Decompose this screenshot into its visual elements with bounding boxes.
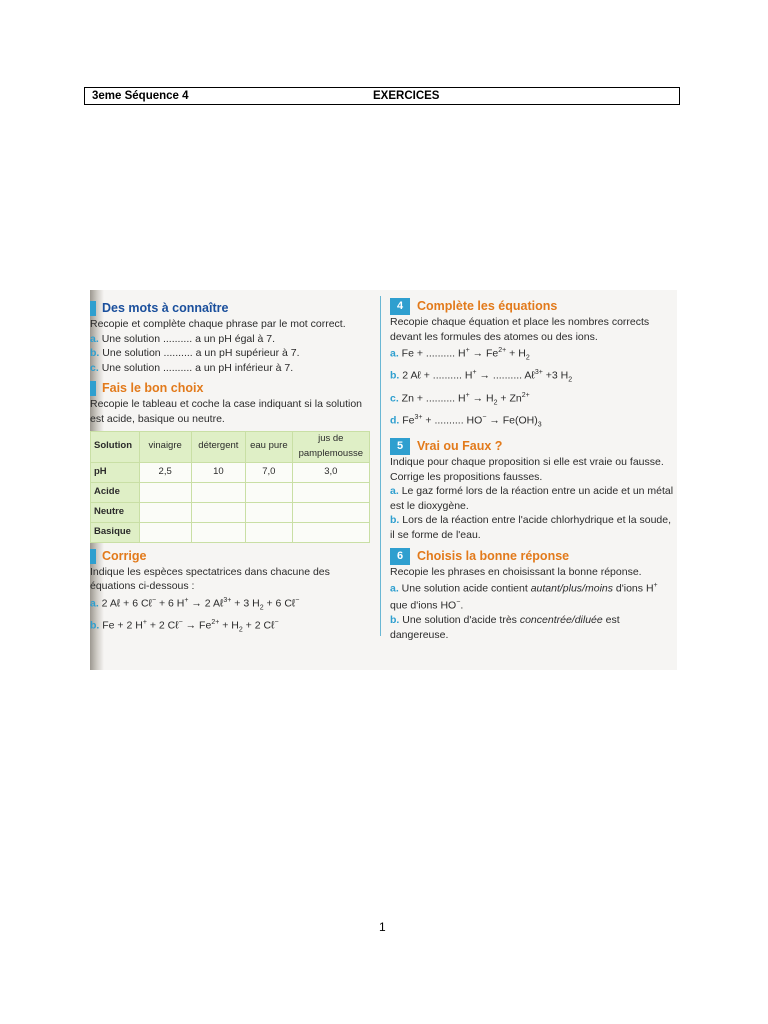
choice-item: a. Une solution acide contient autant/plus/moins d'ions H+ que d'ions HO−. xyxy=(390,582,658,612)
table-checkbox-cell xyxy=(139,522,191,542)
equation-item: d. $Fe^{3+}$ + .......... $HO^- \to Fe(OH)_3$ xyxy=(390,413,542,429)
table-row xyxy=(91,522,370,542)
section-6-title-text: Choisis la bonne réponse xyxy=(417,548,570,563)
section-5-intro: Indique pour chaque proposition si elle est vraie ou fausse. Corrige les propositions fausses. xyxy=(390,455,664,483)
equation-a: a. 2 Aℓ + 6 Cℓ− + 6 H+ → 2 Aℓ$^{3+}$ + 3 $H_2 + 6$ Cℓ− xyxy=(90,596,300,612)
item-letter: b. xyxy=(90,619,100,632)
section-6-intro: Recopie les phrases en choisissant la bonne réponse. xyxy=(390,565,642,578)
table-row xyxy=(91,482,370,502)
table-cell: 3,0 xyxy=(292,462,369,482)
section-number-badge: 4 xyxy=(390,298,410,315)
section-3-title-text: Corrige xyxy=(102,548,147,563)
section-4-intro: Recopie chaque équation et place les nombres corrects devant les formules des atomes ou des ions. xyxy=(390,316,650,343)
item-letter: d. xyxy=(390,414,400,427)
true-false-item xyxy=(390,484,675,513)
column-divider xyxy=(380,296,381,636)
section-6-title xyxy=(390,548,675,565)
table-header-cell: vinaigre xyxy=(139,431,191,462)
item-letter: a. xyxy=(390,347,399,360)
equation-b: b. Fe + 2 H+ + 2 Cℓ− → $Fe^{2+} + H_2 + 2$ Cℓ− xyxy=(90,618,279,634)
table-header-cell: jus de pamplemousse xyxy=(292,431,369,462)
header-sequence: 3eme Séquence 4 xyxy=(92,90,189,102)
page-number: 1 xyxy=(379,920,386,934)
section-3-title xyxy=(90,548,370,565)
table-checkbox-cell xyxy=(292,522,369,542)
section-1-title xyxy=(90,300,370,317)
section-1-title-text: Des mots à connaître xyxy=(102,301,229,315)
left-column xyxy=(90,300,370,638)
item-text: Une solution .......... a un pH supérieur à 7. xyxy=(102,347,300,360)
table-checkbox-cell xyxy=(191,482,246,502)
section-number-badge: 6 xyxy=(390,548,410,565)
table-checkbox-cell xyxy=(139,482,191,502)
table-row xyxy=(91,502,370,522)
section-2-title-text: Fais le bon choix xyxy=(102,381,204,396)
section-4-title-text: Complète les équations xyxy=(417,299,558,313)
table-row-label: Neutre xyxy=(91,502,140,522)
section-2-intro: Recopie le tableau et coche la case indiquant si la solution est acide, basique ou neutre. xyxy=(90,398,363,425)
section-1-item xyxy=(90,361,370,376)
item-text: Une solution .......... a un pH égal à 7. xyxy=(101,332,276,345)
table-row-label: Acide xyxy=(91,482,140,502)
item-letter: a. xyxy=(90,332,99,345)
header-box xyxy=(84,87,680,105)
table-checkbox-cell xyxy=(139,502,191,522)
item-letter: a. xyxy=(390,485,399,498)
section-badge xyxy=(90,549,96,564)
equation-item: a. Fe + .......... $H^+ \to Fe^{2+} + H_2$ xyxy=(390,347,530,362)
table-row-label: pH xyxy=(91,462,140,482)
equation-item: b. 2 Aℓ + .......... H+ → .......... Aℓ$^{3+}$ +3 $H_2$ xyxy=(390,369,573,384)
section-3-intro: Indique les espèces spectatrices dans chacune des équations ci-dessous : xyxy=(90,565,330,593)
table-row xyxy=(91,462,370,482)
header-exercices: EXERCICES xyxy=(373,90,440,102)
section-1-intro: Recopie et complète chaque phrase par le mot correct. xyxy=(90,318,346,330)
true-false-item xyxy=(390,513,675,542)
item-letter: c. xyxy=(390,392,399,405)
item-letter: b. xyxy=(390,614,400,627)
table-row-label: Basique xyxy=(91,522,140,542)
equation-item: c. Zn + .......... $H^+ \to H_2 + Zn^{2+}$ xyxy=(390,391,530,407)
table-header-cell: Solution xyxy=(91,431,140,462)
table-cell: 7,0 xyxy=(246,462,292,482)
choice-item: b. Une solution d'acide très concentrée/diluée est dangereuse. xyxy=(390,614,620,641)
table-checkbox-cell xyxy=(292,502,369,522)
section-2-title xyxy=(90,380,370,397)
section-1-item xyxy=(90,332,370,347)
section-5-title xyxy=(390,438,675,455)
table-checkbox-cell xyxy=(292,482,369,502)
table-cell: 10 xyxy=(191,462,246,482)
table-cell: 2,5 xyxy=(139,462,191,482)
table-checkbox-cell xyxy=(246,522,292,542)
item-letter: a. xyxy=(90,597,99,610)
table-checkbox-cell xyxy=(191,522,246,542)
table-header-cell: détergent xyxy=(191,431,246,462)
table-header-row xyxy=(91,431,370,462)
table-checkbox-cell xyxy=(191,502,246,522)
table-header-cell: eau pure xyxy=(246,431,292,462)
section-badge xyxy=(90,381,96,396)
section-5-title-text: Vrai ou Faux ? xyxy=(417,438,503,453)
item-letter: b. xyxy=(390,369,400,382)
item-text: Une solution .......... a un pH inférieur à 7. xyxy=(101,361,294,374)
section-1-item xyxy=(90,346,370,361)
item-text: Le gaz formé lors de la réaction entre un acide et un métal est le dioxygène. xyxy=(390,485,674,512)
section-4-title xyxy=(390,298,675,315)
ph-table xyxy=(90,431,370,543)
section-number-badge: 5 xyxy=(390,438,410,455)
item-text: Lors de la réaction entre l'acide chlorhydrique et la soude, il se forme de l'eau. xyxy=(390,514,672,541)
item-letter: a. xyxy=(390,582,399,595)
table-checkbox-cell xyxy=(246,482,292,502)
item-letter: b. xyxy=(90,347,100,360)
item-letter: b. xyxy=(390,514,400,527)
section-badge xyxy=(90,301,96,316)
right-column xyxy=(390,298,675,642)
item-letter: c. xyxy=(90,361,99,374)
table-checkbox-cell xyxy=(246,502,292,522)
textbook-scan xyxy=(90,290,677,670)
